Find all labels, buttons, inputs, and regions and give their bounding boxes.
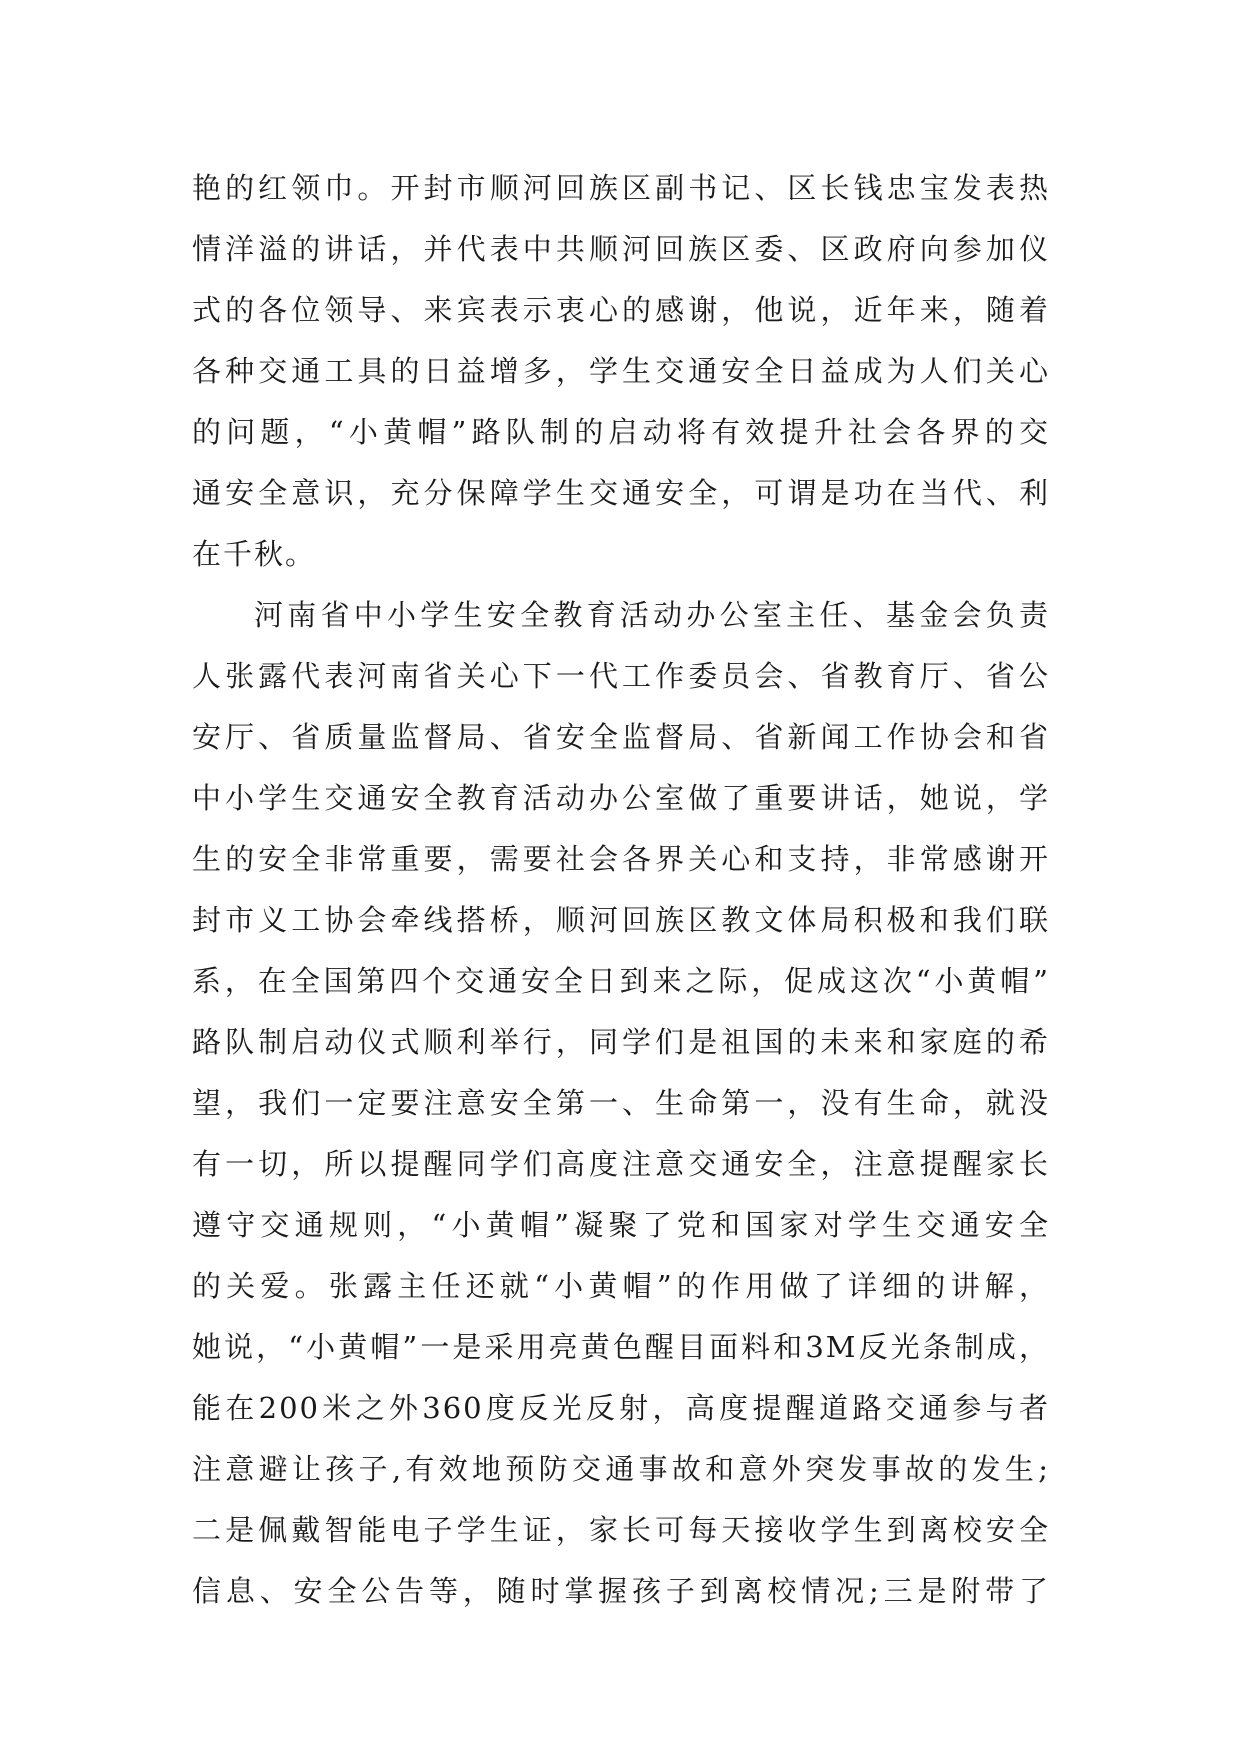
text-line: 信息、安全公告等，随时掌握孩子到离校情况;三是附带了 — [192, 1574, 1050, 1608]
text-line: 的关爱。张露主任还就“小黄帽”的作用做了详细的讲解， — [192, 1269, 1050, 1303]
text-line: 各种交通工具的日益增多，学生交通安全日益成为人们关心 — [192, 354, 1050, 388]
text-line: 安厅、省质量监督局、省安全监督局、省新闻工作协会和省 — [192, 720, 1050, 754]
text-line: 通安全意识，充分保障学生交通安全，可谓是功在当代、利 — [192, 476, 1050, 510]
text-line: 封市义工协会牵线搭桥，顺河回族区教文体局积极和我们联 — [192, 903, 1050, 937]
text-line: 有一切，所以提醒同学们高度注意交通安全，注意提醒家长 — [192, 1147, 1050, 1181]
text-line: 式的各位领导、来宾表示衷心的感谢，他说，近年来，随着 — [192, 293, 1050, 327]
text-line: 二是佩戴智能电子学生证，家长可每天接收学生到离校安全 — [192, 1513, 1050, 1547]
text-line: 路队制启动仪式顺利举行，同学们是祖国的未来和家庭的希 — [192, 1025, 1050, 1059]
text-line: 的问题，“小黄帽”路队制的启动将有效提升社会各界的交 — [192, 415, 1050, 449]
text-line: 能在200米之外360度反光反射，高度提醒道路交通参与者 — [192, 1391, 1050, 1425]
text-line: 她说，“小黄帽”一是采用亮黄色醒目面料和3M反光条制成， — [192, 1330, 1050, 1364]
text-line: 注意避让孩子,有效地预防交通事故和意外突发事故的发生; — [192, 1452, 1050, 1486]
paragraph-1 — [192, 158, 1050, 585]
text-line: 中小学生交通安全教育活动办公室做了重要讲话，她说，学 — [192, 781, 1050, 815]
text-line: 河南省中小学生安全教育活动办公室主任、基金会负责 — [254, 598, 1050, 632]
text-line: 望，我们一定要注意安全第一、生命第一，没有生命，就没 — [192, 1086, 1050, 1120]
text-line: 系，在全国第四个交通安全日到来之际，促成这次“小黄帽” — [192, 964, 1050, 998]
text-line: 人张露代表河南省关心下一代工作委员会、省教育厅、省公 — [192, 659, 1050, 693]
text-line: 艳的红领巾。开封市顺河回族区副书记、区长钱忠宝发表热 — [192, 171, 1050, 205]
text-line: 生的安全非常重要，需要社会各界关心和支持，非常感谢开 — [192, 842, 1050, 876]
text-line: 情洋溢的讲话，并代表中共顺河回族区委、区政府向参加仪 — [192, 232, 1050, 266]
body-text — [192, 158, 1050, 1622]
text-line: 在千秋。 — [192, 537, 317, 571]
text-line: 遵守交通规则，“小黄帽”凝聚了党和国家对学生交通安全 — [192, 1208, 1050, 1242]
paragraph-2 — [192, 585, 1050, 1622]
